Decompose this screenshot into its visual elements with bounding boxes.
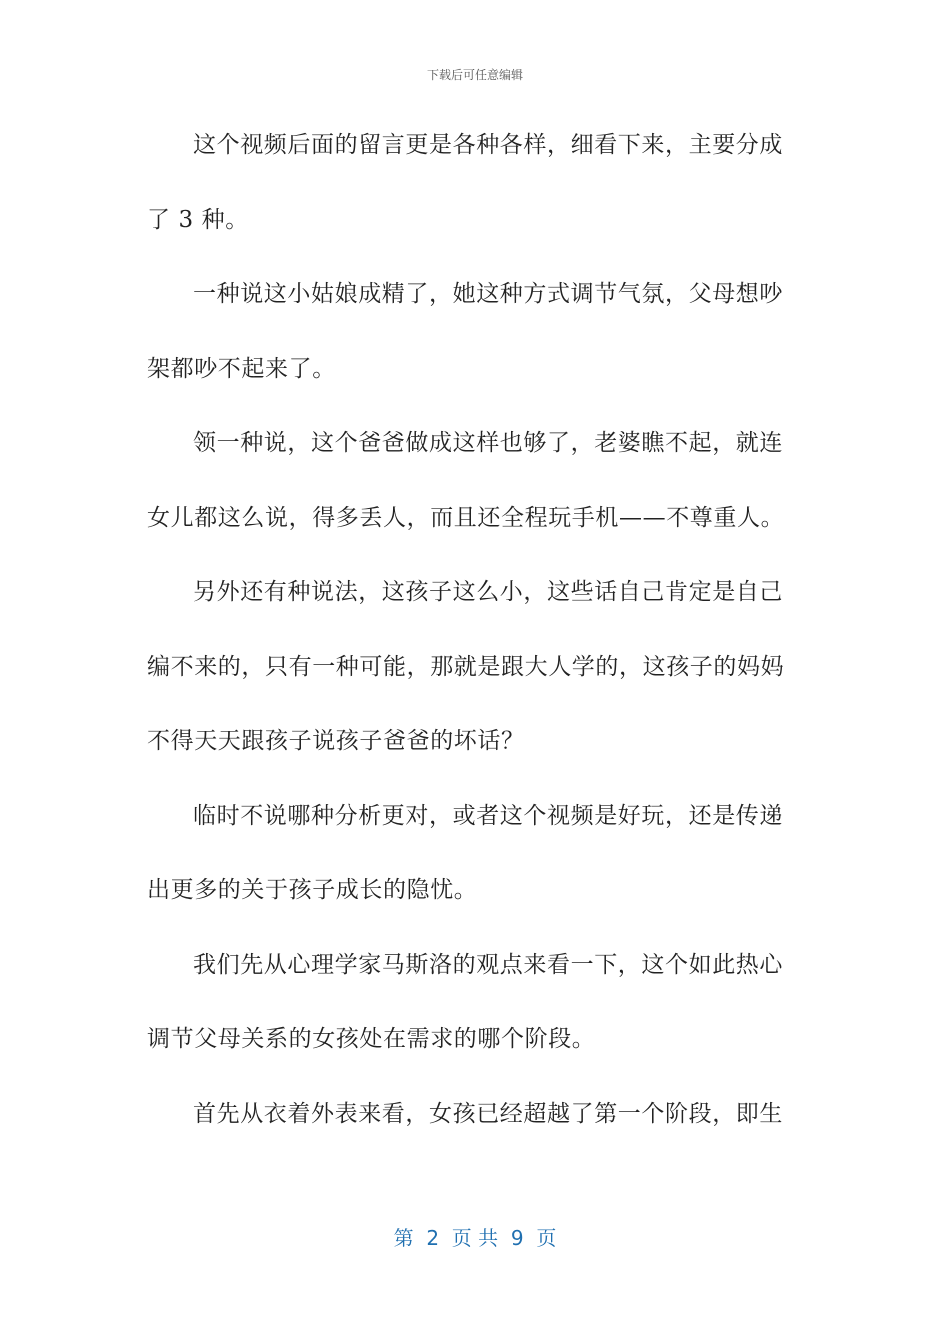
text-line: 领一种说，这个爸爸做成这样也够了，老婆瞧不起，就连 <box>193 430 783 456</box>
text-line: 架都吵不起来了。 <box>147 355 336 382</box>
text-line: 这个视频后面的留言更是各种各样，细看下来，主要分成 <box>193 132 783 158</box>
text-line: 我们先从心理学家马斯洛的观点来看一下，这个如此热心 <box>193 951 783 978</box>
text-line: 另外还有种说法，这孩子这么小，这些话自己肯定是自己 <box>193 579 783 605</box>
text-line: 首先从衣着外表来看，女孩已经超越了第一个阶段，即生 <box>193 1100 783 1127</box>
text-line: 不得天天跟孩子说孩子爸爸的坏话？ <box>147 728 525 754</box>
text-line: 女儿都这么说，得多丢人，而且还全程玩手机——不尊重人。 <box>147 504 785 531</box>
text-line: 了 3 种。 <box>147 206 249 233</box>
document-body <box>147 114 789 1157</box>
text-line: 出更多的关于孩子成长的隐忧。 <box>147 877 478 903</box>
page-number-footer: 第 2 页 共 9 页 <box>393 1226 557 1250</box>
page-header-note: 下载后可任意编辑 <box>426 68 523 82</box>
text-line: 调节父母关系的女孩处在需求的哪个阶段。 <box>147 1026 596 1052</box>
text-line: 临时不说哪种分析更对，或者这个视频是好玩，还是传递 <box>193 802 783 829</box>
text-line: 一种说这小姑娘成精了，她这种方式调节气氛，父母想吵 <box>193 281 783 307</box>
text-line: 编不来的，只有一种可能，那就是跟大人学的，这孩子的妈妈 <box>147 653 785 680</box>
